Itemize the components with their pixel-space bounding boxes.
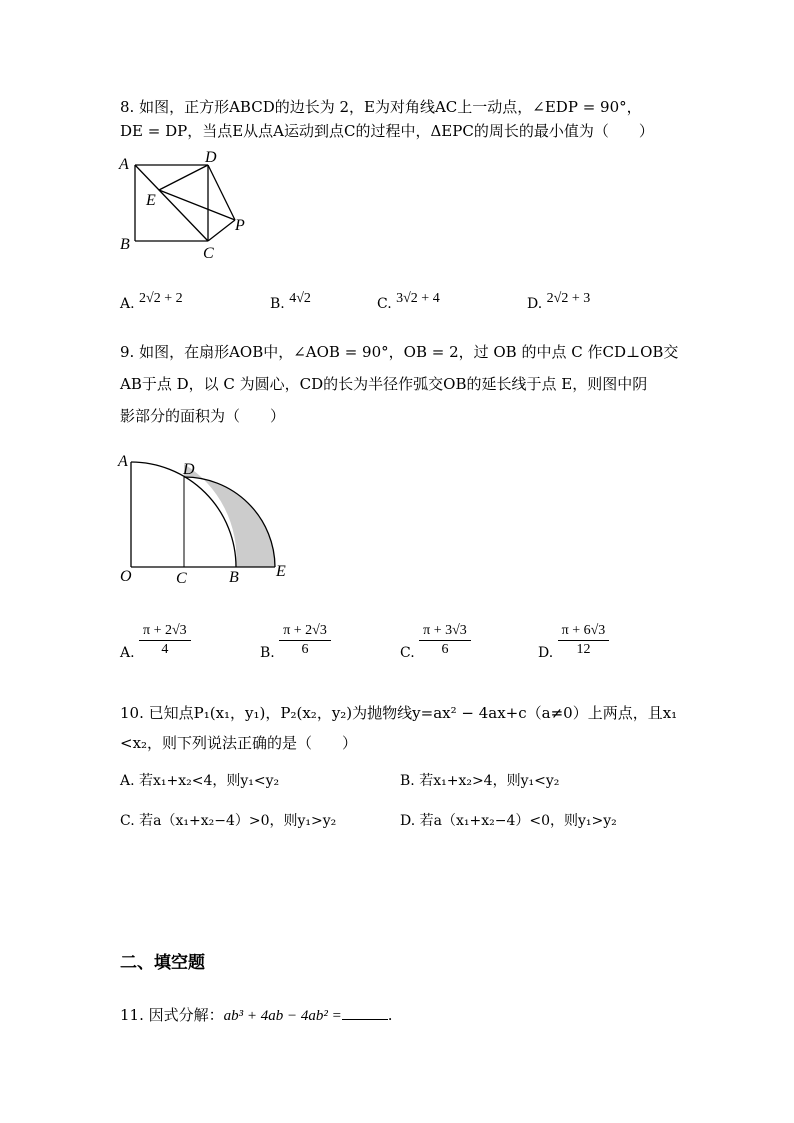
q9-line1: 9. 如图，在扇形AOB中，∠AOB = 90°，OB = 2，过 OB 的中点 C 作CD⊥OB交 bbox=[120, 343, 679, 361]
q8-option-d: D. 2√2 + 3 bbox=[527, 291, 591, 312]
q11-expression: ab³ + 4ab − 4ab² = bbox=[223, 1008, 342, 1024]
q9-option-a: A. $\frac{\pi + 2√3}{4}$ bbox=[120, 622, 191, 659]
q10-line2: <x₂，则下列说法正确的是（ ） bbox=[120, 734, 358, 752]
q11-prefix: 11. 因式分解： bbox=[120, 1006, 224, 1024]
section-title: 二、填空题 bbox=[120, 953, 205, 973]
q8-label-c: C bbox=[203, 245, 214, 262]
q8-label-b: B bbox=[120, 236, 130, 253]
q9-sector-figure bbox=[110, 448, 300, 588]
q11-answer-blank[interactable] bbox=[342, 1005, 388, 1020]
q9-label-d: D bbox=[183, 461, 195, 478]
q11-suffix: . bbox=[387, 1006, 393, 1024]
q8-option-b: B. 4√2 bbox=[270, 291, 311, 312]
q8-line2: DE = DP，当点E从点A运动到点C的过程中，ΔEPC的周长的最小值为（ ） bbox=[120, 122, 654, 140]
q9-label-b: B bbox=[229, 569, 239, 586]
q10-option-d: D. 若a（x₁+x₂−4）<0，则y₁>y₂ bbox=[400, 813, 617, 829]
q9-line3: 影部分的面积为（ ） bbox=[120, 407, 286, 425]
q9-label-a: A bbox=[118, 453, 128, 470]
q8-label-d: D bbox=[205, 149, 217, 166]
q10-line1: 10. 已知点P₁(x₁，y₁)，P₂(x₂，y₂)为抛物线y=ax² − 4ax+c（a≠0）上两点，且x₁ bbox=[120, 704, 678, 722]
q8-label-p: P bbox=[235, 217, 245, 234]
q8-label-e: E bbox=[146, 192, 156, 209]
q9-label-o: O bbox=[120, 568, 132, 585]
q8-square-figure bbox=[115, 148, 255, 263]
q8-line1: 8. 如图，正方形ABCD的边长为 2，E为对角线AC上一动点，∠EDP = 90°， bbox=[120, 98, 642, 116]
q9-label-c: C bbox=[176, 570, 187, 587]
q9-option-b: B. $\frac{\pi + 2√3}{6}$ bbox=[260, 622, 331, 659]
q11-line bbox=[120, 1005, 393, 1026]
q10-option-a: A. 若x₁+x₂<4，则y₁<y₂ bbox=[120, 773, 280, 789]
q10-option-c: C. 若a（x₁+x₂−4）>0，则y₁>y₂ bbox=[120, 813, 337, 829]
q9-option-c: C. $\frac{\pi + 3√3}{6}$ bbox=[400, 622, 471, 659]
q9-option-d: D. $\frac{\pi + 6√3}{12}$ bbox=[538, 622, 609, 659]
q10-option-b: B. 若x₁+x₂>4，则y₁<y₂ bbox=[400, 773, 560, 789]
q8-option-c: C. 3√2 + 4 bbox=[377, 291, 440, 312]
q9-line2: AB于点 D，以 C 为圆心，CD的长为半径作弧交OB的延长线于点 E，则图中阴 bbox=[120, 375, 648, 393]
q8-label-a: A bbox=[119, 156, 129, 173]
q8-option-a: A. 2√2 + 2 bbox=[120, 291, 183, 312]
q9-label-e: E bbox=[276, 563, 286, 580]
